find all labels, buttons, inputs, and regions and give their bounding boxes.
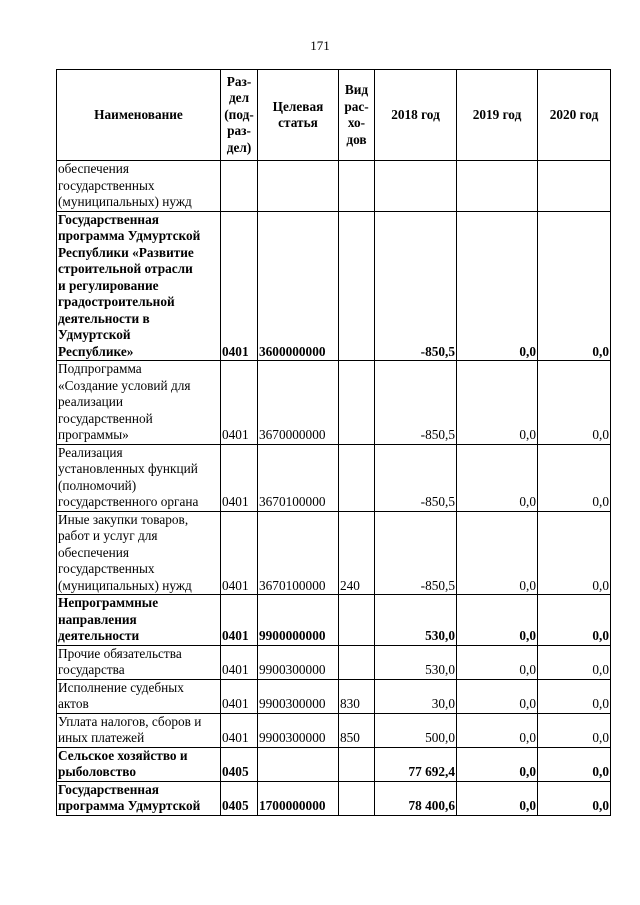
table-row: [57, 679, 611, 713]
cell-y2020: 0,0: [538, 713, 611, 747]
header-2020: [538, 70, 611, 161]
cell-razdel: 0401: [221, 211, 258, 361]
header-razdel: [221, 70, 258, 161]
cell-y2019: [457, 161, 538, 212]
header-2018: [375, 70, 457, 161]
cell-name: Иные закупки товаров, работ и услуг для обеспечения государственных (муниципальных) нужд: [57, 511, 221, 595]
header-2020-label: 2020 год: [549, 106, 599, 122]
cell-razdel: 0405: [221, 781, 258, 815]
cell-name: Подпрограмма «Создание условий для реализации государственной программы»: [57, 361, 221, 445]
table-row: [57, 747, 611, 781]
cell-razdel: [221, 161, 258, 212]
budget-table: [56, 69, 611, 816]
cell-name: Уплата налогов, сборов и иных платежей: [57, 713, 221, 747]
cell-y2020: 0,0: [538, 679, 611, 713]
cell-vid: [339, 781, 375, 815]
cell-y2020: 0,0: [538, 595, 611, 646]
cell-razdel: 0401: [221, 645, 258, 679]
cell-target: 3600000000: [258, 211, 339, 361]
cell-vid: 240: [339, 511, 375, 595]
cell-y2019: 0,0: [457, 444, 538, 511]
cell-y2020: 0,0: [538, 361, 611, 445]
cell-razdel: 0401: [221, 679, 258, 713]
header-name-label: Наименование: [94, 106, 183, 122]
cell-y2018: 530,0: [375, 645, 457, 679]
cell-target: 3670000000: [258, 361, 339, 445]
cell-vid: [339, 595, 375, 646]
cell-vid: 850: [339, 713, 375, 747]
cell-target: 9900300000: [258, 713, 339, 747]
cell-y2019: 0,0: [457, 645, 538, 679]
header-target: [258, 70, 339, 161]
cell-name: Исполнение судебных актов: [57, 679, 221, 713]
cell-y2019: 0,0: [457, 211, 538, 361]
cell-y2020: 0,0: [538, 781, 611, 815]
cell-razdel: 0401: [221, 444, 258, 511]
cell-y2020: 0,0: [538, 747, 611, 781]
cell-y2020: 0,0: [538, 645, 611, 679]
page-number: 171: [310, 38, 330, 53]
cell-vid: [339, 444, 375, 511]
cell-target: 9900300000: [258, 679, 339, 713]
cell-vid: [339, 161, 375, 212]
cell-name: Сельское хозяйство и рыболовство: [57, 747, 221, 781]
cell-razdel: 0401: [221, 713, 258, 747]
cell-name: Реализация установленных функций (полномочий) государственного органа: [57, 444, 221, 511]
header-target-label: Целевая статья: [272, 98, 324, 130]
table-row: [57, 361, 611, 445]
table-row: [57, 713, 611, 747]
header-row: [57, 70, 611, 161]
cell-razdel: 0405: [221, 747, 258, 781]
cell-y2018: -850,5: [375, 211, 457, 361]
table-row: [57, 781, 611, 815]
cell-y2018: -850,5: [375, 511, 457, 595]
cell-y2020: 0,0: [538, 444, 611, 511]
cell-target: 3670100000: [258, 511, 339, 595]
cell-target: 9900000000: [258, 595, 339, 646]
table-body: [57, 161, 611, 816]
cell-y2018: -850,5: [375, 444, 457, 511]
cell-vid: 830: [339, 679, 375, 713]
header-2019-label: 2019 год: [472, 106, 522, 122]
header-name: [57, 70, 221, 161]
cell-y2019: 0,0: [457, 679, 538, 713]
table-row: [57, 161, 611, 212]
cell-target: [258, 161, 339, 212]
cell-name: Государственная программа Удмуртской Республики «Развитие строительной отрасли и регулирование градостроительной деятельности в Удмуртской Республике»: [57, 211, 221, 361]
cell-target: 1700000000: [258, 781, 339, 815]
header-razdel-label: Раз- дел (под- раз- дел): [224, 73, 254, 155]
cell-target: 9900300000: [258, 645, 339, 679]
cell-name: Непрограммные направления деятельности: [57, 595, 221, 646]
cell-name: Государственная программа Удмуртской: [57, 781, 221, 815]
cell-y2019: 0,0: [457, 361, 538, 445]
cell-y2018: 530,0: [375, 595, 457, 646]
cell-y2019: 0,0: [457, 781, 538, 815]
cell-y2020: 0,0: [538, 511, 611, 595]
table-row: [57, 595, 611, 646]
cell-vid: [339, 747, 375, 781]
cell-y2018: 78 400,6: [375, 781, 457, 815]
header-vid-label: Вид рас- хо- дов: [344, 82, 369, 147]
cell-vid: [339, 211, 375, 361]
cell-name: обеспечения государственных (муниципальных) нужд: [57, 161, 221, 212]
cell-y2018: -850,5: [375, 361, 457, 445]
table-row: [57, 511, 611, 595]
cell-y2020: [538, 161, 611, 212]
table-row: [57, 211, 611, 361]
cell-y2018: 77 692,4: [375, 747, 457, 781]
cell-y2019: 0,0: [457, 713, 538, 747]
cell-razdel: 0401: [221, 511, 258, 595]
cell-vid: [339, 645, 375, 679]
table-row: [57, 444, 611, 511]
cell-y2019: 0,0: [457, 747, 538, 781]
cell-name: Прочие обязательства государства: [57, 645, 221, 679]
cell-y2020: 0,0: [538, 211, 611, 361]
cell-y2019: 0,0: [457, 595, 538, 646]
cell-razdel: 0401: [221, 595, 258, 646]
cell-y2019: 0,0: [457, 511, 538, 595]
header-2018-label: 2018 год: [391, 106, 440, 122]
cell-y2018: 500,0: [375, 713, 457, 747]
cell-target: 3670100000: [258, 444, 339, 511]
table-row: [57, 645, 611, 679]
cell-target: [258, 747, 339, 781]
cell-razdel: 0401: [221, 361, 258, 445]
cell-vid: [339, 361, 375, 445]
cell-y2018: [375, 161, 457, 212]
header-2019: [457, 70, 538, 161]
header-vid: [339, 70, 375, 161]
cell-y2018: 30,0: [375, 679, 457, 713]
